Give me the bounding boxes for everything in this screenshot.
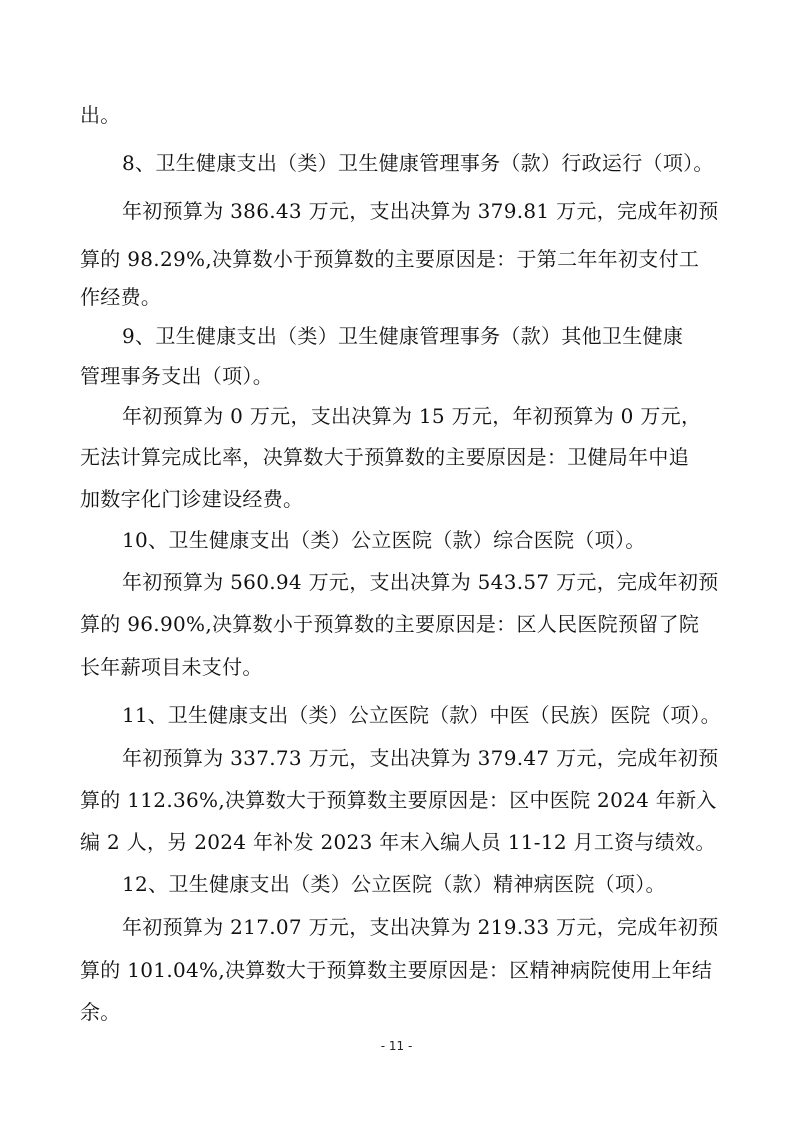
paragraph-line: 年初预算为 217.07 万元，支出决算为 219.33 万元，完成年初预 — [122, 915, 719, 939]
paragraph-line: 长年薪项目未支付。 — [80, 655, 263, 679]
page-number: - 11 - — [380, 1039, 413, 1053]
section-heading-11: 11、卫生健康支出（类）公立医院（款）中医（民族）医院（项）。 — [122, 703, 721, 727]
section-heading-10: 10、卫生健康支出（类）公立医院（款）综合医院（项）。 — [122, 528, 646, 552]
section-heading-9: 9、卫生健康支出（类）卫生健康管理事务（款）其他卫生健康 — [122, 324, 684, 348]
paragraph-line: 年初预算为 337.73 万元，支出决算为 379.47 万元，完成年初预 — [122, 746, 719, 770]
paragraph-line: 算的 112.36%,决算数大于预算数主要原因是：区中医院 2024 年新入 — [80, 788, 717, 812]
paragraph-line: 年初预算为 0 万元，支出决算为 15 万元，年初预算为 0 万元， — [122, 404, 702, 428]
paragraph-line: 出。 — [80, 103, 121, 127]
paragraph-line: 算的 98.29%,决算数小于预算数的主要原因是：于第二年年初支付工 — [80, 247, 700, 271]
section-heading-12: 12、卫生健康支出（类）公立医院（款）精神病医院（项）。 — [122, 872, 666, 896]
paragraph-line: 年初预算为 560.94 万元，支出决算为 543.57 万元，完成年初预 — [122, 570, 719, 594]
paragraph-line: 算的 101.04%,决算数大于预算数主要原因是：区精神病院使用上年结 — [80, 958, 713, 982]
section-heading-9-cont: 管理事务支出（项）。 — [80, 364, 273, 388]
section-heading-8: 8、卫生健康支出（类）卫生健康管理事务（款）行政运行（项）。 — [122, 151, 714, 175]
paragraph-line: 编 2 人，另 2024 年补发 2023 年末入编人员 11-12 月工资与绩效。 — [80, 830, 716, 854]
paragraph-line: 加数字化门诊建设经费。 — [80, 487, 304, 511]
paragraph-line: 无法计算完成比率，决算数大于预算数的主要原因是：卫健局年中追 — [80, 445, 689, 469]
paragraph-line: 算的 96.90%,决算数小于预算数的主要原因是：区人民医院预留了院 — [80, 612, 700, 636]
paragraph-line: 作经费。 — [80, 285, 162, 309]
paragraph-line: 年初预算为 386.43 万元，支出决算为 379.81 万元，完成年初预 — [122, 199, 719, 223]
paragraph-line: 余。 — [80, 1000, 121, 1024]
